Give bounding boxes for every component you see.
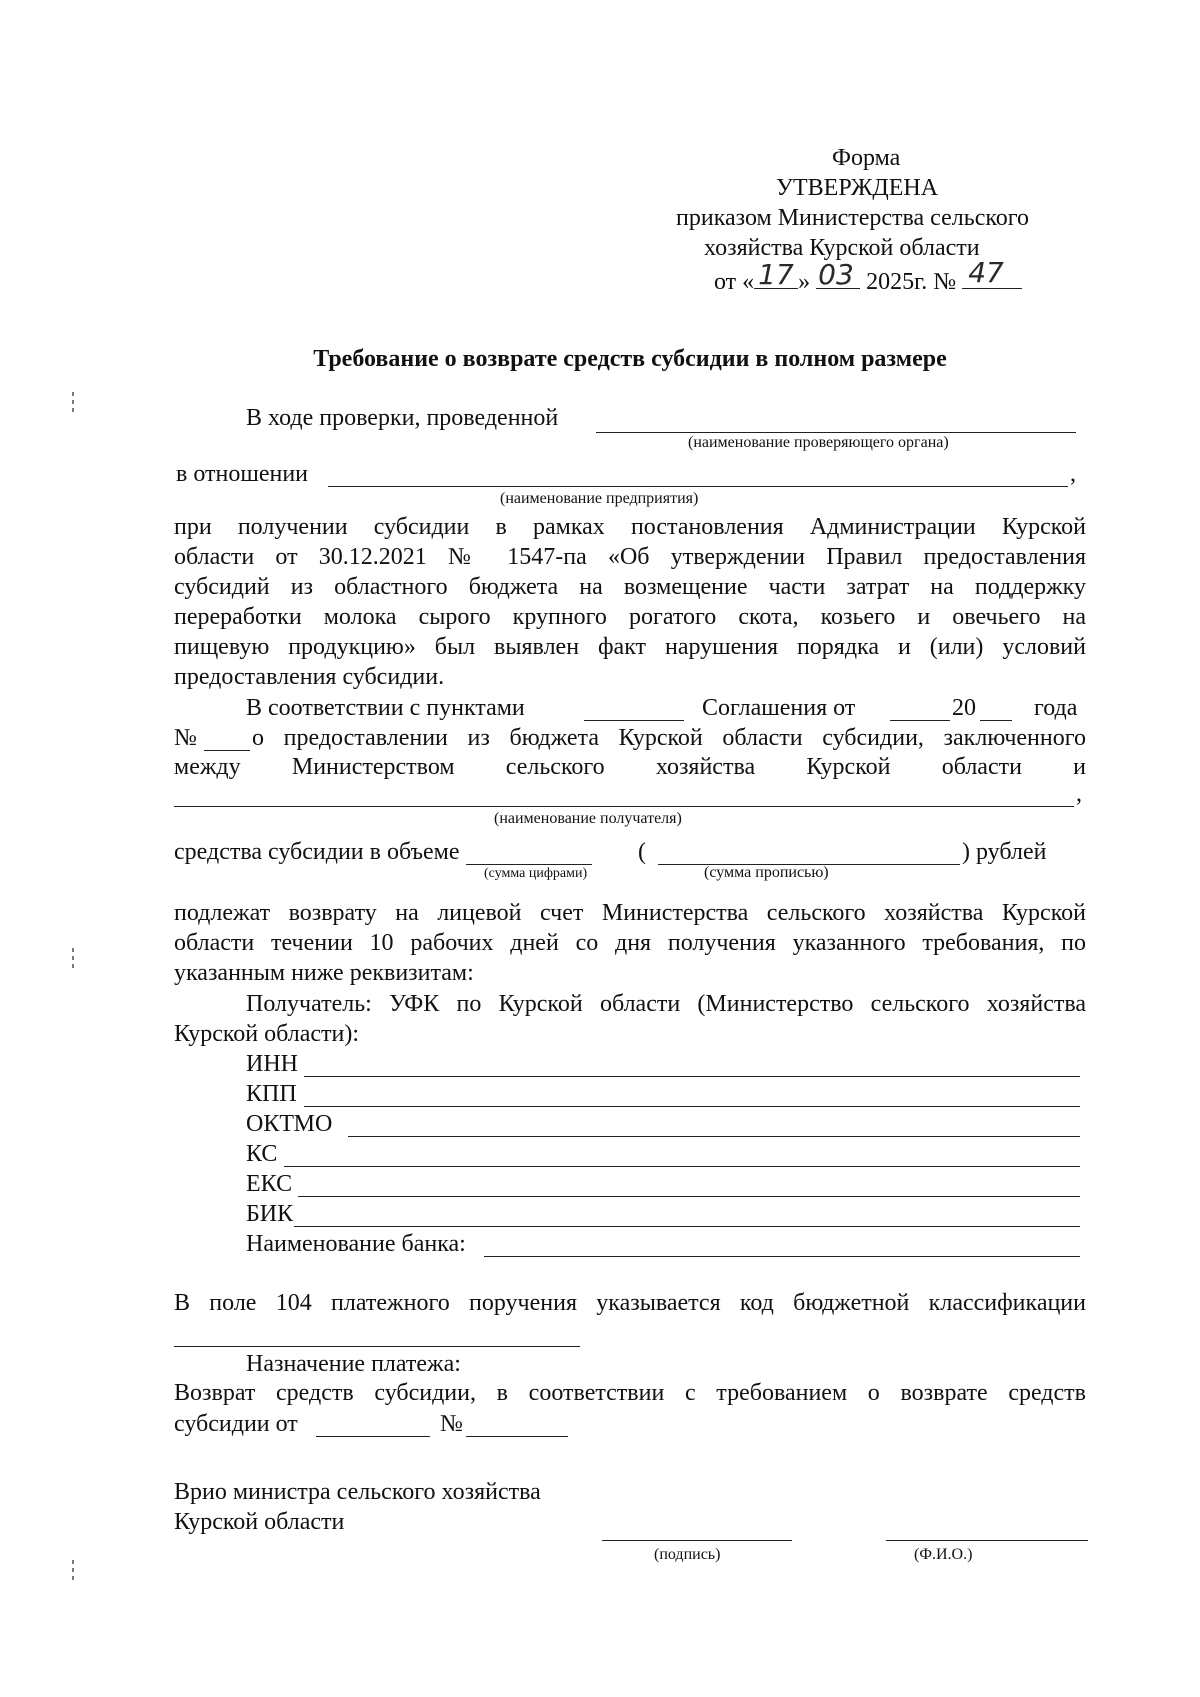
agreement-number-sign: № xyxy=(174,725,197,751)
eks-line xyxy=(298,1196,1080,1197)
order-number-field xyxy=(962,256,1022,289)
paragraph-2-line-2: о предоставлении из бюджета Курской области субсидии, заключенного xyxy=(252,725,1086,751)
recipient-details-line-1: Получатель: УФК по Курской области (Министерство сельского хозяйства xyxy=(246,991,1086,1017)
inn-line xyxy=(304,1076,1080,1077)
payment-purpose-line-2: субсидии от xyxy=(174,1411,298,1437)
amount-digits-caption: (сумма цифрами) xyxy=(484,866,588,881)
agreement-from-text: Соглашения от xyxy=(702,695,856,721)
recipient-caption: (наименование получателя) xyxy=(494,810,682,827)
approval-approved-label: УТВЕРЖДЕНА xyxy=(776,175,939,201)
agreement-century: 20 xyxy=(952,695,976,721)
payment-purpose-label: Назначение платежа: xyxy=(246,1351,461,1377)
requirement-number-sign: № xyxy=(440,1411,463,1437)
agreement-date-line xyxy=(890,720,950,721)
agreement-year-word: года xyxy=(1034,695,1078,721)
amount-label: средства субсидии в объеме xyxy=(174,839,460,865)
full-name-caption: (Ф.И.О.) xyxy=(914,1546,973,1563)
paragraph-2-line-3: между Министерством сельского хозяйства Курской области и xyxy=(174,754,1086,780)
paragraph-1-line: переработки молока сырого крупного рогатого скота, козьего и овечьего на xyxy=(174,604,1086,630)
paragraph-1-line: области от 30.12.2021 № 1547-па «Об утверждении Правил предоставления xyxy=(174,544,1086,570)
date-year: 2025г. № xyxy=(866,269,957,295)
kpp-label: КПП xyxy=(246,1081,297,1107)
recipient-comma: , xyxy=(1076,781,1082,807)
paragraph-3-line: подлежат возврату на лицевой счет Министерства сельского хозяйства Курской xyxy=(174,900,1086,926)
amount-words-caption: (сумма прописью) xyxy=(704,864,829,881)
signatory-role-line-2: Курской области xyxy=(174,1509,345,1535)
recipient-line xyxy=(174,806,1074,807)
bank-name-line xyxy=(484,1256,1080,1257)
agreement-number-line xyxy=(204,750,250,751)
date-day-field xyxy=(754,258,798,291)
regarding-label: в отношении xyxy=(176,461,309,487)
bik-line xyxy=(294,1226,1080,1227)
date-month-field xyxy=(816,258,860,291)
ks-label: КС xyxy=(246,1141,278,1167)
check-intro-text: В ходе проверки, проведенной xyxy=(246,405,559,431)
budget-code-line xyxy=(174,1346,580,1347)
ks-line xyxy=(284,1166,1080,1167)
inn-label: ИНН xyxy=(246,1051,298,1077)
date-prefix: от « xyxy=(714,269,755,295)
requirement-number-line xyxy=(466,1436,568,1437)
paragraph-3-last-line: указанным ниже реквизитам: xyxy=(174,960,474,986)
paragraph-3-line: области течении 10 рабочих дней со дня получения указанного требования, по xyxy=(174,930,1086,956)
date-day-handwritten: 17 xyxy=(758,258,794,291)
bank-name-label: Наименование банка: xyxy=(246,1231,466,1257)
amount-digits-line xyxy=(466,864,592,865)
document-title: Требование о возврате средств субсидии в полном размере xyxy=(313,346,947,372)
bik-label: БИК xyxy=(246,1201,294,1227)
requirement-date-line xyxy=(316,1436,430,1437)
order-number-handwritten: 47 xyxy=(968,256,1004,289)
field-104-text: В поле 104 платежного поручения указывается код бюджетной классификации xyxy=(174,1290,1086,1316)
eks-label: ЕКС xyxy=(246,1171,293,1197)
scan-margin-marks xyxy=(72,1556,78,1584)
scan-margin-marks xyxy=(72,944,78,972)
paragraph-1-line: субсидий из областного бюджета на возмещение части затрат на поддержку xyxy=(174,574,1086,600)
recipient-details-line-2: Курской области): xyxy=(174,1021,360,1047)
regarding-comma: , xyxy=(1070,461,1076,487)
payment-purpose-line-1: Возврат средств субсидии, в соответствии с требованием о возврате средств xyxy=(174,1380,1086,1406)
clauses-line xyxy=(584,720,684,721)
signature-line xyxy=(602,1540,792,1541)
signature-caption: (подпись) xyxy=(654,1546,721,1563)
oktmo-label: ОКТМО xyxy=(246,1111,333,1137)
approval-date-line xyxy=(714,256,1022,297)
paragraph-2-start: В соответствии с пунктами xyxy=(246,695,525,721)
kpp-line xyxy=(304,1106,1080,1107)
scan-margin-marks xyxy=(72,388,78,416)
enterprise-caption: (наименование предприятия) xyxy=(500,490,699,507)
approval-order-line: приказом Министерства сельского xyxy=(676,205,1030,231)
inspecting-body-caption: (наименование проверяющего органа) xyxy=(688,434,949,451)
signatory-role-line-1: Врио министра сельского хозяйства xyxy=(174,1479,541,1505)
paragraph-1-line: пищевую продукцию» был выявлен факт нарушения порядка и (или) условий xyxy=(174,634,1086,660)
agreement-year-line xyxy=(980,720,1012,721)
approval-form-label: Форма xyxy=(832,145,901,171)
amount-close-paren: ) рублей xyxy=(962,839,1047,865)
amount-open-paren: ( xyxy=(638,839,646,865)
paragraph-1-last-line: предоставления субсидии. xyxy=(174,664,445,690)
inspecting-body-line xyxy=(596,432,1076,433)
oktmo-line xyxy=(348,1136,1080,1137)
full-name-line xyxy=(886,1540,1088,1541)
date-sep: » xyxy=(798,269,811,295)
enterprise-line xyxy=(328,486,1068,487)
paragraph-1-line: при получении субсидии в рамках постановления Администрации Курской xyxy=(174,514,1086,540)
date-month-handwritten: 03 xyxy=(818,258,854,291)
approval-ministry-line: хозяйства Курской области xyxy=(704,235,980,261)
